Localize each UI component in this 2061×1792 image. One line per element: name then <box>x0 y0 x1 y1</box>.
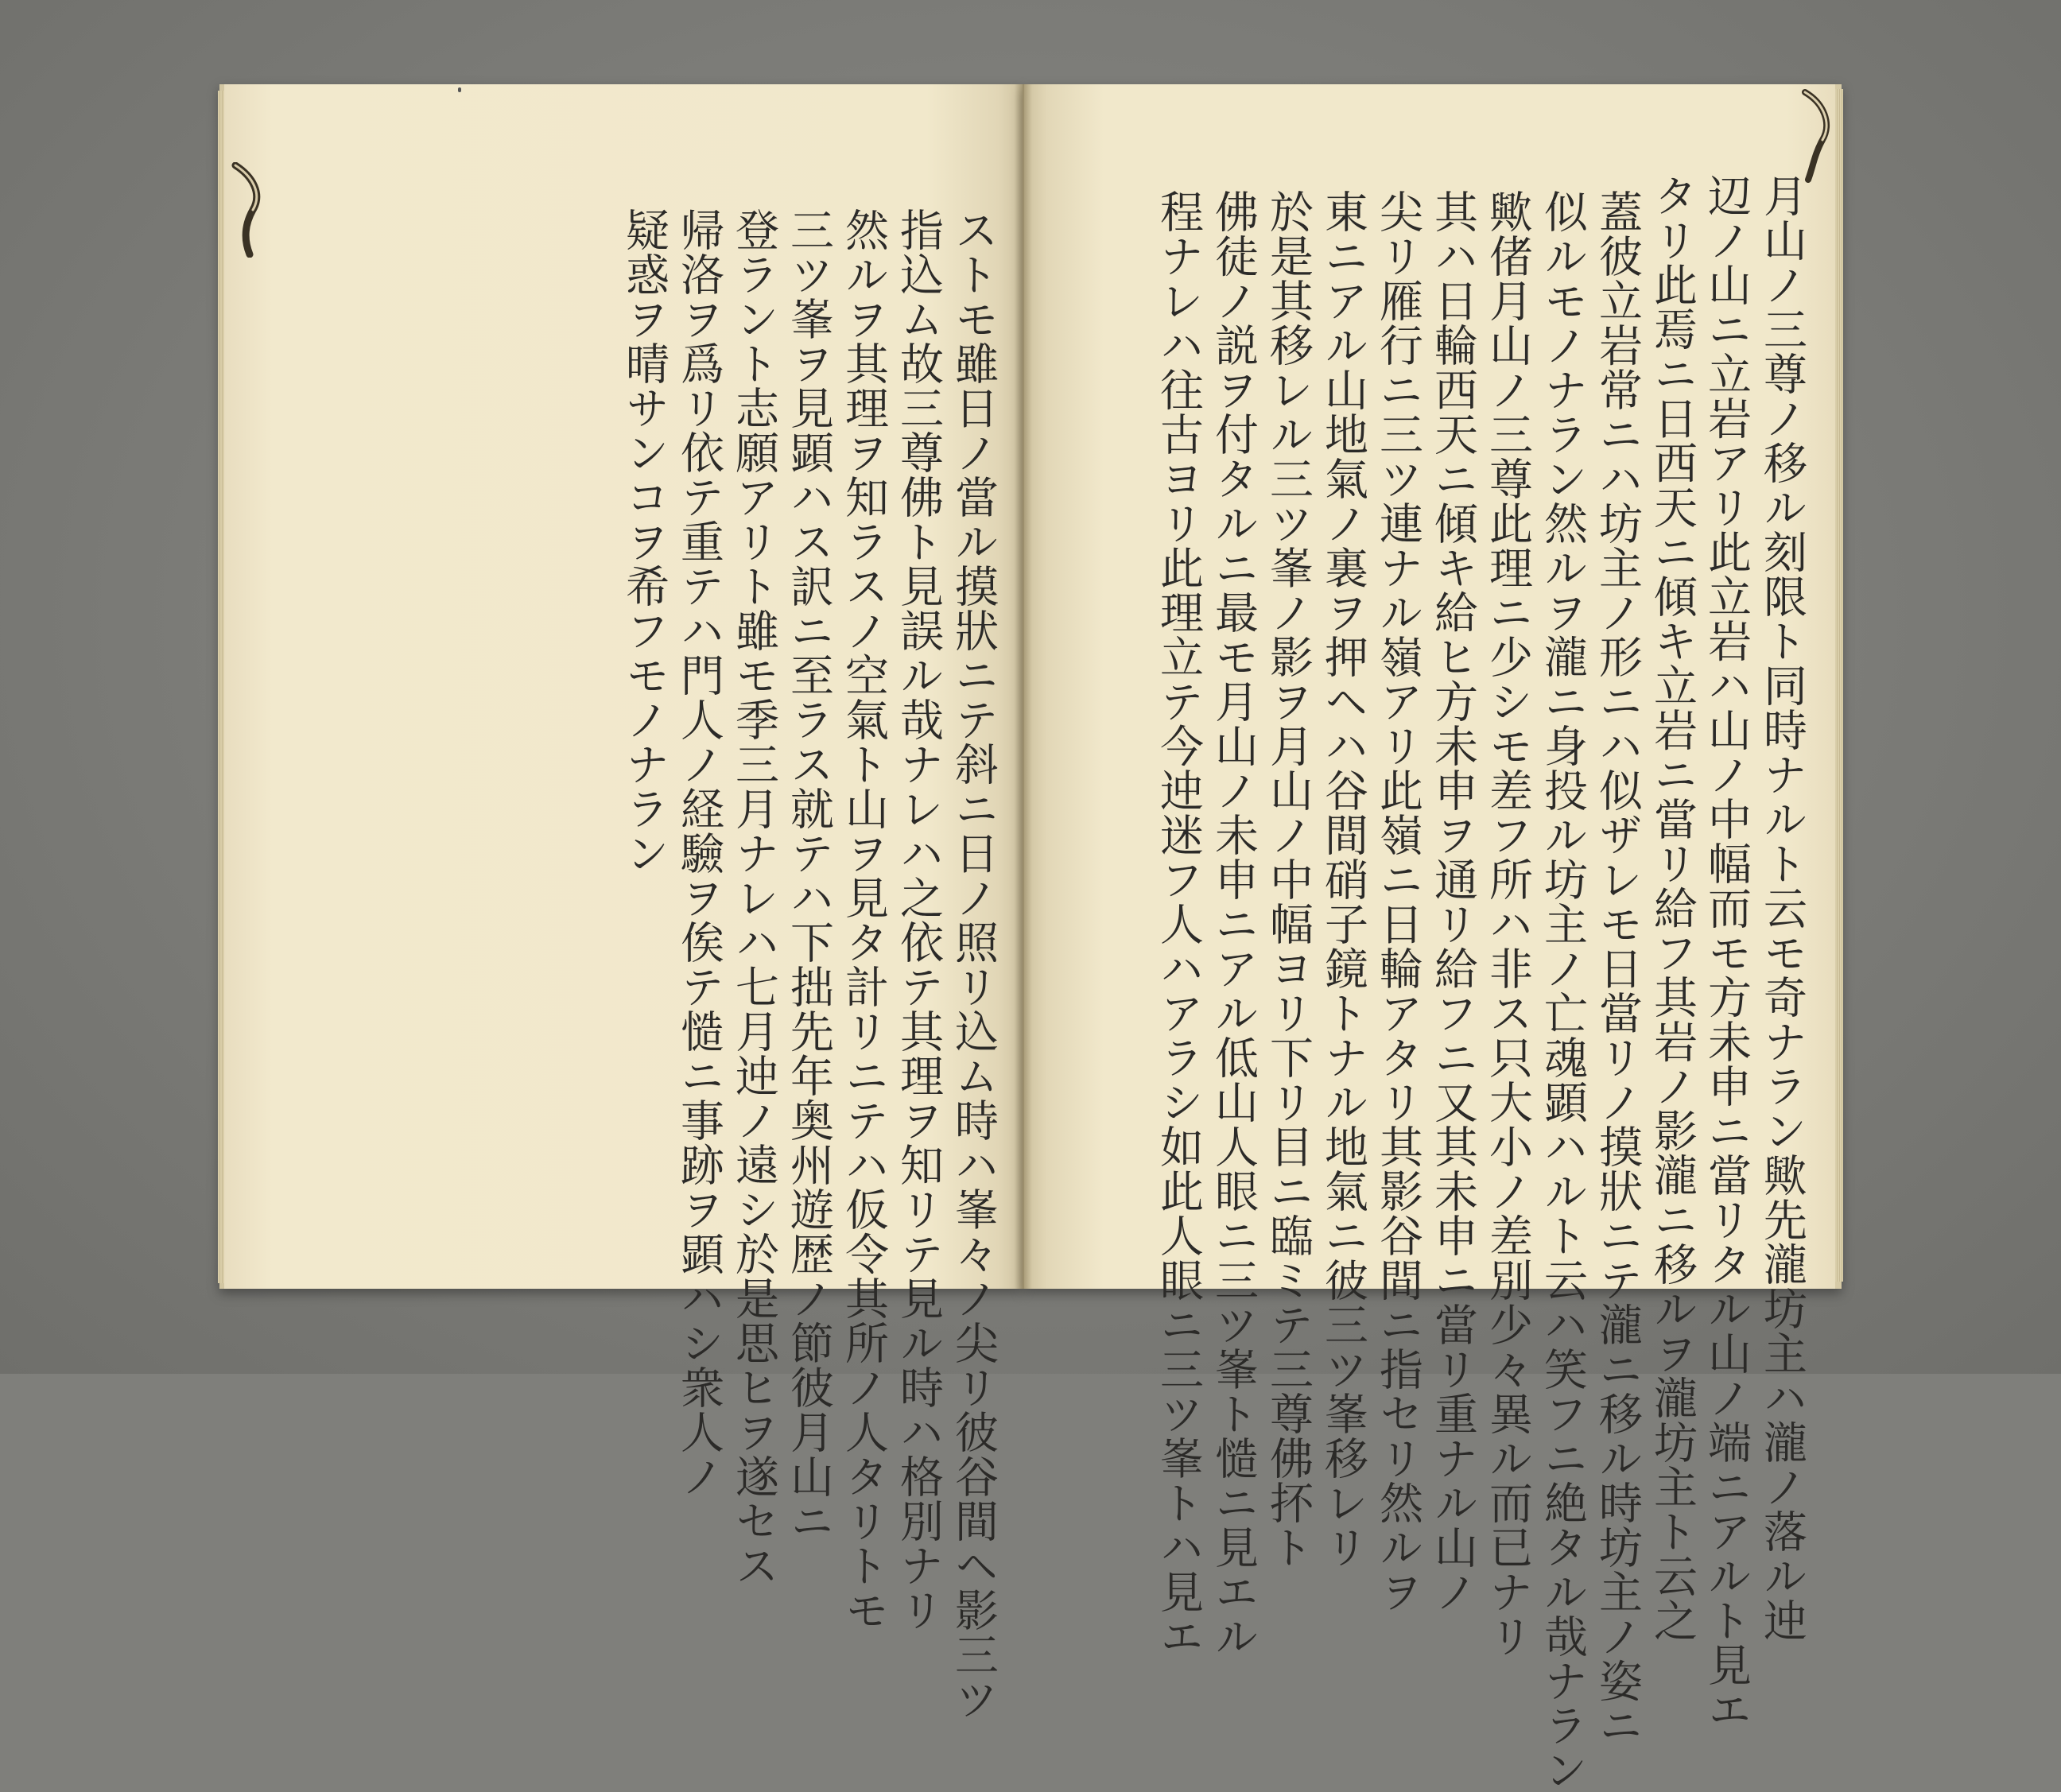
left-page-column-4: 三ツ峯ヲ見顕ハス訳ニ至ラス就テハ下拙先年奥州遊歴ノ節彼月山ニ <box>783 208 834 1543</box>
left-page-column-3: 然ルヲ其理ヲ知ラスノ空氣ト山ヲ見タ計リニテハ仮令其所ノ人タリトモ <box>838 208 889 1632</box>
left-page-column-7: 疑惑ヲ晴サンコヲ希フモノナラン <box>619 208 670 875</box>
right-page-column-10: 於是其移レル三ツ峯ノ影ヲ月山ノ中幅ヨリ下リ目ニ臨ミテ三尊佛抔ト <box>1263 189 1314 1569</box>
ink-spot <box>458 87 461 92</box>
left-page-column-2: 指込ム故三尊佛ト見誤ル哉ナレハ之依テ其理ヲ知リテ見ル時ハ格別ナリ <box>893 208 944 1632</box>
right-page-column-6: 歟偖月山ノ三尊此理ニ少シモ差フ所ハ非ス只大小ノ差別少々異ル而已ナリ <box>1482 189 1533 1658</box>
right-page-column-5: 似ルモノナラン然ルヲ瀧ニ身投ル坊主ノ亡魂顕ハルト云ハ笑フニ絶タル哉ナラン <box>1537 189 1588 1792</box>
right-page-column-1: 月山ノ三尊ノ移ル刻限ト同時ナルト云モ奇ナラン歟先瀧坊主ハ瀧ノ落ル迚 <box>1756 173 1807 1643</box>
open-book <box>219 84 1842 1792</box>
right-page-column-12: 程ナレハ往古ヨリ此理立テ今迚迷フ人ハアラシ如此人眼ニ三ツ峯トハ見エ <box>1153 189 1204 1658</box>
binding-thread-right <box>1797 87 1840 183</box>
left-page-column-1: ストモ雖日ノ當ル摸狀ニテ斜ニ日ノ照リ込ム時ハ峯々ノ尖リ彼谷間ヘ影三ツ <box>948 208 999 1721</box>
right-page-column-2: 辺ノ山ニ立岩アリ此立岩ハ山ノ中幅而モ方未申ニ當リタル山ノ端ニアルト見エ <box>1701 173 1752 1732</box>
right-page-column-8: 尖リ雁行ニ三ツ連ナル嶺アリ此嶺ニ日輪アタリ其影谷間ニ指セリ然ルヲ <box>1372 189 1423 1614</box>
right-page-column-4: 蓋彼立岩常ニハ坊主ノ形ニハ似ザレモ日當リノ摸狀ニテ瀧ニ移ル時坊主ノ姿ニ <box>1592 189 1643 1747</box>
right-page-column-7: 其ハ日輪西天ニ傾キ給ヒ方未申ヲ通リ給フニ又其未申ニ當リ重ナル山ノ <box>1427 189 1478 1614</box>
binding-thread-left <box>229 162 272 258</box>
right-page-column-9: 東ニアル山地氣ノ裏ヲ押ヘハ谷間硝子鏡トナル地氣ニ彼三ツ峯移レリ <box>1318 189 1368 1569</box>
right-page-column-3: タリ此焉ニ日西天ニ傾キ立岩ニ當リ給フ其岩ノ影瀧ニ移ルヲ瀧坊主ト云之 <box>1647 173 1698 1643</box>
book-gutter <box>1015 84 1032 1289</box>
right-page-edge <box>1835 89 1843 1282</box>
left-page-column-5: 登ラント志願アリト雖モ季三月ナレハ七月迚ノ遠シ於是思ヒヲ遂セス <box>728 208 779 1588</box>
right-page-column-11: 佛徒ノ説ヲ付タルニ最モ月山ノ未申ニアル低山人眼ニ三ツ峯ト慥ニ見エル <box>1208 189 1259 1658</box>
left-page-edge <box>218 91 224 1283</box>
left-page-column-6: 帰洛ヲ爲リ依テ重テハ門人ノ経驗ヲ俟テ慥ニ事跡ヲ顕ハシ衆人ノ <box>673 208 724 1499</box>
